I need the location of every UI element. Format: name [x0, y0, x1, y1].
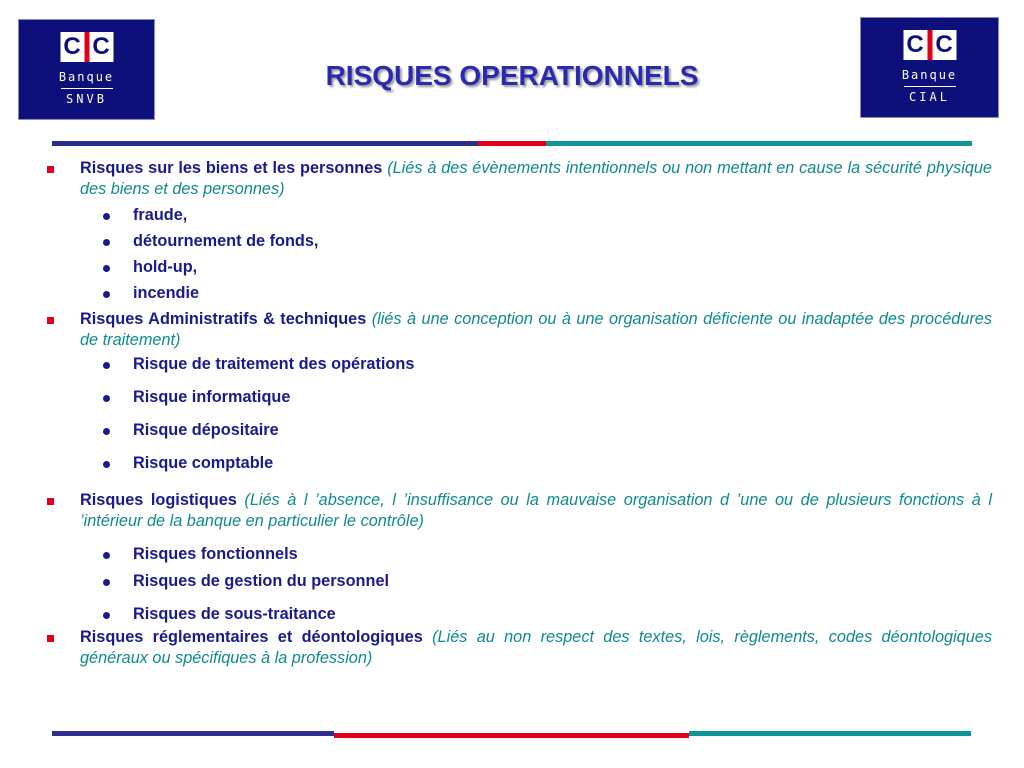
list-item-label: Risque informatique — [133, 388, 291, 406]
list-item-label: hold-up, — [133, 258, 198, 276]
top-divider-teal — [546, 141, 972, 146]
cic-brand-mark — [903, 30, 956, 60]
section-reglementaires-deontologiques — [80, 627, 992, 669]
list-item — [80, 420, 992, 441]
red-square-bullet-icon — [47, 635, 54, 642]
list-item — [80, 283, 992, 304]
sub-item-list — [80, 544, 992, 625]
section-heading: Risques sur les biens et les personnes — [80, 159, 383, 177]
bullet-dot-icon — [103, 291, 110, 298]
bottom-divider-teal — [689, 731, 971, 736]
section-logistiques — [80, 490, 992, 532]
red-square-bullet-icon — [47, 166, 54, 173]
section-heading: Risques Administratifs & techniques — [80, 310, 367, 328]
bullet-dot-icon — [103, 213, 110, 220]
section-description: (Liés au non respect des textes, lois, règlements, codes déontologiques généraux ou spécifiques à la profession) — [80, 628, 992, 667]
list-item-label: Risques de sous-traitance — [133, 605, 336, 623]
bullet-dot-icon — [103, 612, 110, 619]
list-item-label: Risque dépositaire — [133, 421, 279, 439]
sub-item-list — [80, 354, 992, 474]
list-item-label: Risque comptable — [133, 454, 274, 472]
list-item — [80, 604, 992, 625]
cic-letter-c: C — [903, 30, 927, 60]
section-heading: Risques réglementaires et déontologiques — [80, 628, 423, 646]
section-heading: Risques logistiques — [80, 491, 237, 509]
list-item-label: fraude, — [133, 206, 188, 224]
logo-line-banque: Banque — [58, 70, 115, 84]
cic-letter-c: C — [89, 32, 113, 62]
cic-brand-mark — [60, 32, 113, 62]
cic-letter-c: C — [60, 32, 84, 62]
page-title: RISQUES OPERATIONNELS — [325, 60, 699, 91]
list-item — [80, 354, 992, 375]
bullet-dot-icon — [103, 552, 110, 559]
top-divider-red — [478, 141, 546, 146]
list-item-label: incendie — [133, 284, 200, 302]
list-item-label: Risques de gestion du personnel — [133, 572, 390, 590]
risk-list — [80, 158, 992, 669]
bullet-dot-icon — [103, 461, 110, 468]
top-divider-navy — [52, 141, 478, 146]
bottom-divider-red — [334, 733, 689, 738]
logo-line-bank-name: CIAL — [909, 90, 950, 104]
bullet-dot-icon — [103, 265, 110, 272]
list-item — [80, 205, 992, 226]
bullet-dot-icon — [103, 579, 110, 586]
red-square-bullet-icon — [47, 498, 54, 505]
list-item-label: détournement de fonds, — [133, 232, 319, 250]
bullet-dot-icon — [103, 428, 110, 435]
list-item — [80, 544, 992, 565]
section-description: (Liés à l ’absence, l ’insuffisance ou la mauvaise organisation d ’une ou de plusieurs fonctions à l ’intérieur de la banque en particulier le contrôle) — [80, 491, 992, 530]
list-item — [80, 387, 992, 408]
red-square-bullet-icon — [47, 317, 54, 324]
list-item — [80, 257, 992, 278]
section-biens-personnes — [80, 158, 992, 200]
section-description: (Liés à des évènements intentionnels ou non mettant en cause la sécurité physique des biens et des personnes) — [80, 159, 992, 198]
list-item-label: Risque de traitement des opérations — [133, 355, 415, 373]
logo-line-bank-name: SNVB — [66, 92, 107, 106]
bullet-dot-icon — [103, 395, 110, 402]
cic-letter-c: C — [932, 30, 956, 60]
list-item — [80, 453, 992, 474]
section-administratifs-techniques — [80, 309, 992, 351]
bottom-divider-navy — [52, 731, 334, 736]
logo-line-banque: Banque — [901, 68, 958, 82]
bullet-dot-icon — [103, 362, 110, 369]
list-item-label: Risques fonctionnels — [133, 545, 298, 563]
sub-item-list — [80, 205, 992, 304]
list-item — [80, 571, 992, 592]
bullet-dot-icon — [103, 239, 110, 246]
section-description: (liés à une conception ou à une organisation déficiente ou inadaptée des procédures de traitement) — [80, 310, 992, 349]
list-item — [80, 231, 992, 252]
